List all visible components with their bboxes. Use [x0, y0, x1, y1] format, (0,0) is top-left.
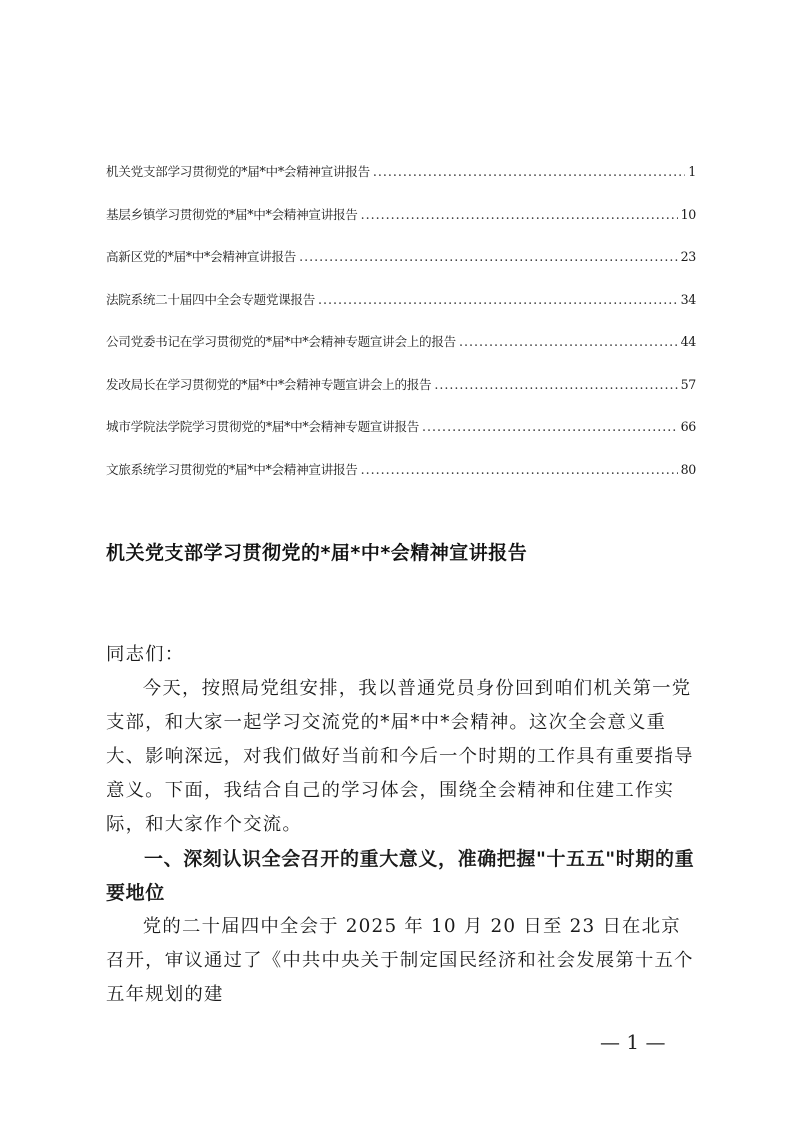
- toc-entry[interactable]: [106, 376, 696, 419]
- toc-entry-page: 34: [680, 291, 696, 307]
- toc-entry[interactable]: [106, 206, 696, 249]
- toc-entry-page: 66: [680, 419, 696, 434]
- toc-dot-leader: [434, 376, 677, 394]
- toc-entry-page: 80: [680, 461, 696, 477]
- toc-dot-leader: [361, 206, 678, 224]
- body-paragraph: 党的二十届四中全会于 2025 年 10 月 20 日至 23 日在北京召开，审议通过了《中共中央关于制定国民经济和社会发展第十五个五年规划的建: [106, 916, 694, 1005]
- toc-entry-page: 44: [680, 334, 696, 349]
- toc-entry-title: 法院系统二十届四中全会专题党课报告: [106, 291, 315, 307]
- toc-dot-leader: [361, 461, 678, 479]
- toc-entry[interactable]: [106, 461, 696, 504]
- toc-entry-title: 高新区党的*届*中*会精神宣讲报告: [106, 249, 297, 264]
- table-of-contents: [106, 163, 696, 503]
- toc-dot-leader: [459, 333, 678, 351]
- toc-dot-leader: [318, 291, 678, 309]
- toc-entry-title: 公司党委书记在学习贯彻党的*届*中*会精神专题宣讲会上的报告: [106, 334, 456, 349]
- toc-entry-title: 机关党支部学习贯彻党的*届*中*会精神宣讲报告: [106, 164, 370, 179]
- body-paragraph: 今天，按照局党组安排，我以普通党员身份回到咱们机关第一党支部，和大家一起学习交流党的*届*中*会精神。这次全会意义重大、影响深远，对我们做好当前和今后一个时期的工作具有重要指导意义。下面，我结合自己的学习体会，围绕全会精神和住建工作实际，和大家作个交流。: [106, 678, 694, 835]
- toc-entry-title: 基层乡镇学习贯彻党的*届*中*会精神宣讲报告: [106, 206, 358, 222]
- toc-entry[interactable]: [106, 291, 696, 334]
- toc-entry[interactable]: [106, 333, 696, 376]
- toc-entry-title: 发改局长在学习贯彻党的*届*中*会精神专题宣讲会上的报告: [106, 376, 432, 392]
- toc-dot-leader: [299, 248, 677, 266]
- toc-entry[interactable]: [106, 418, 696, 461]
- toc-entry-page: 57: [680, 376, 696, 392]
- toc-entry[interactable]: [106, 248, 696, 291]
- toc-entry-page: 10: [680, 206, 696, 222]
- salutation: 同志们：: [106, 644, 185, 665]
- toc-dot-leader: [373, 163, 685, 181]
- toc-dot-leader: [422, 418, 678, 436]
- page-number: — 1 —: [600, 1030, 666, 1054]
- toc-entry-title: 文旅系统学习贯彻党的*届*中*会精神宣讲报告: [106, 461, 358, 477]
- toc-entry-title: 城市学院法学院学习贯彻党的*届*中*会精神专题宣讲报告: [106, 419, 420, 434]
- document-body: [106, 638, 696, 1012]
- document-title: 机关党支部学习贯彻党的*届*中*会精神宣讲报告: [106, 542, 528, 564]
- toc-entry-page: 1: [688, 164, 696, 179]
- toc-entry-page: 23: [680, 249, 696, 264]
- section-heading: 一、深刻认识全会召开的重大意义，准确把握"十五五"时期的重要地位: [106, 848, 695, 904]
- toc-entry[interactable]: [106, 163, 696, 206]
